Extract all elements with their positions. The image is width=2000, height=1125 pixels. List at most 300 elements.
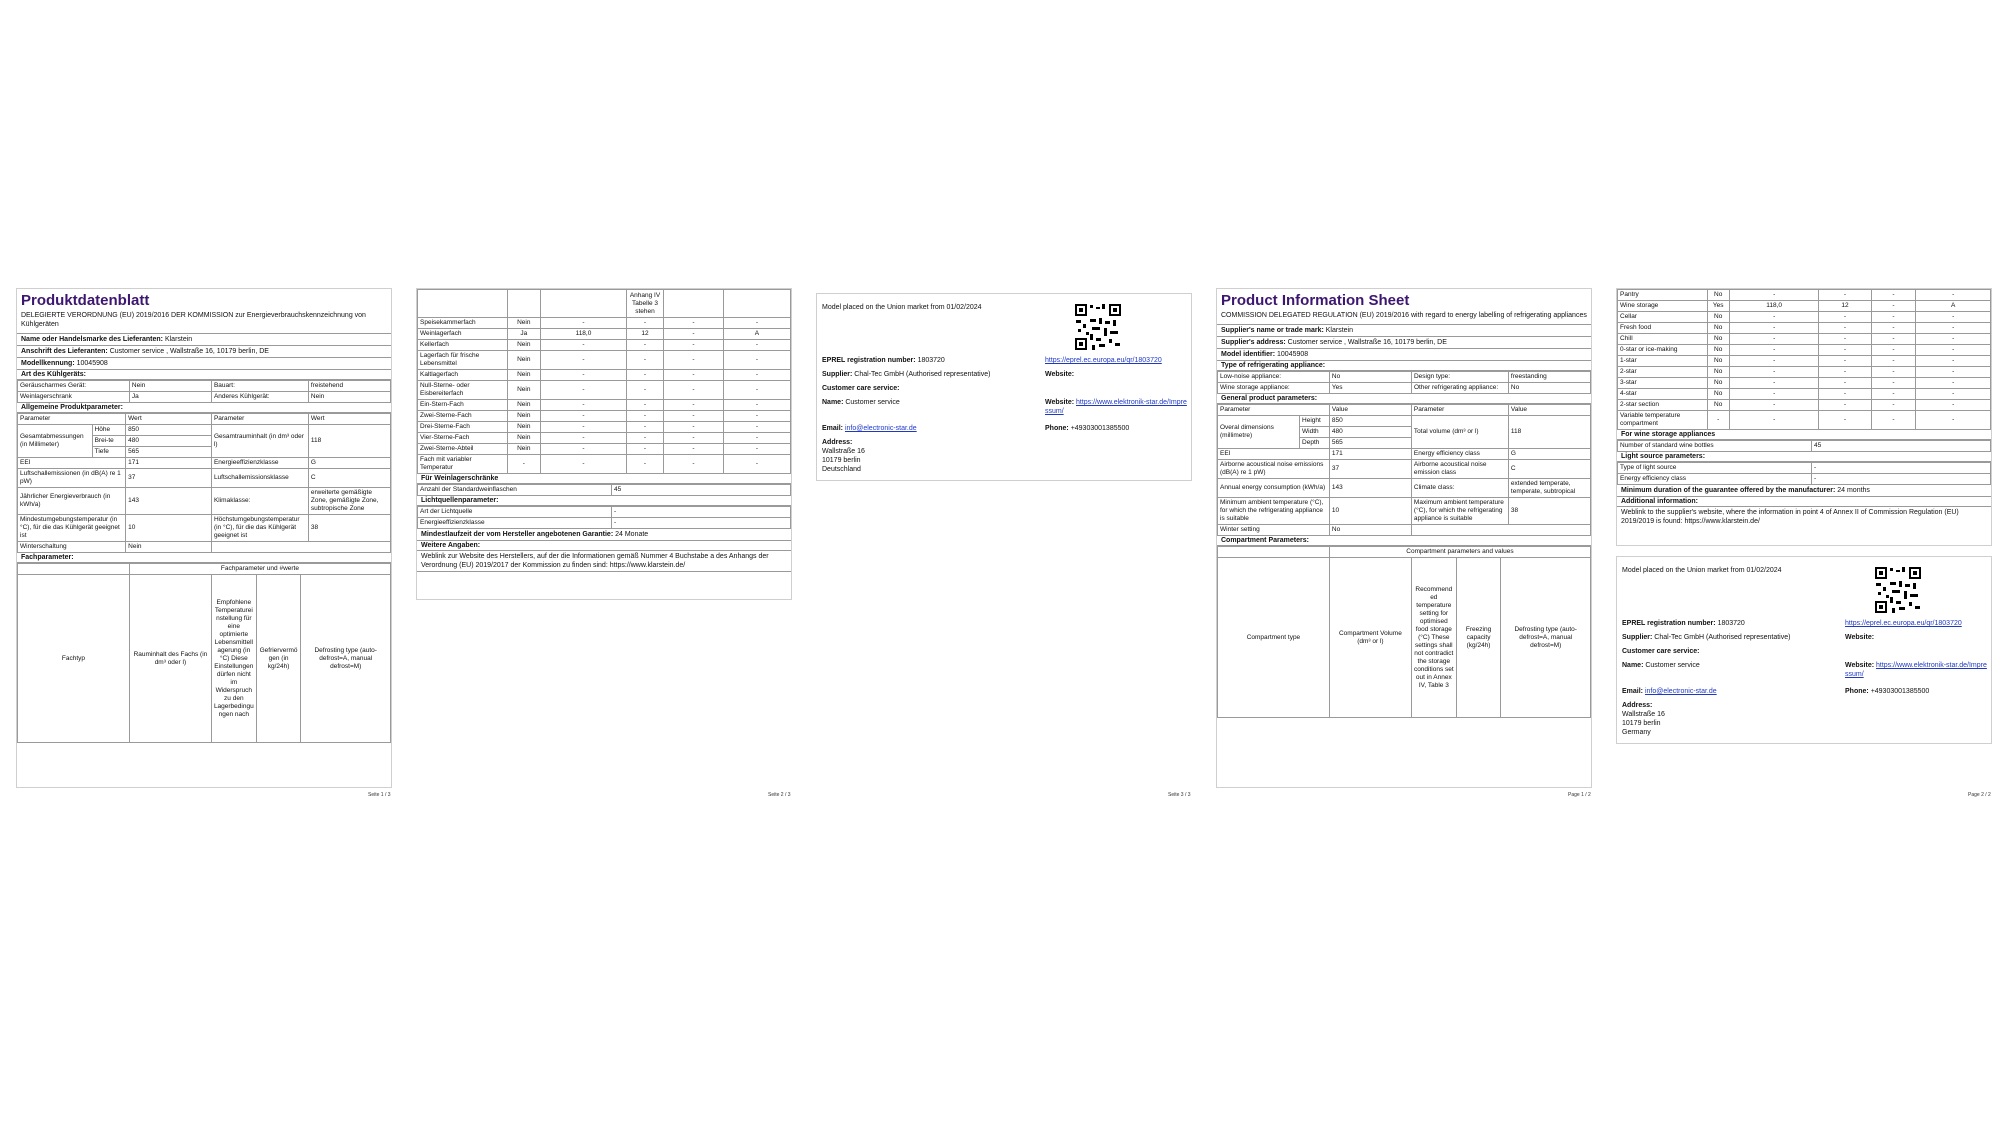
cell: - — [541, 455, 627, 474]
cell: - — [1729, 345, 1819, 356]
cell: - — [626, 400, 663, 411]
cell: - — [1819, 356, 1871, 367]
cell: 171 — [1329, 449, 1411, 460]
cell: - — [664, 318, 724, 329]
supplier-value: Klarstein — [164, 336, 193, 343]
cell: Fachparameter und #werte — [129, 564, 390, 575]
model-label: Model identifier: — [1221, 351, 1276, 358]
address-line: 10179 berlin — [1622, 720, 1661, 727]
cell: - — [1819, 290, 1871, 301]
table-row — [1618, 411, 1991, 430]
table-row — [418, 290, 791, 318]
table-row — [1618, 301, 1991, 312]
cell: Klimaklasse: — [211, 488, 308, 515]
general-table — [1217, 404, 1591, 536]
cell: Gesamtrauminhalt (in dm³ oder l) — [211, 425, 308, 458]
cell: No — [1329, 372, 1411, 383]
cell: - — [1916, 367, 1991, 378]
table-row — [1618, 323, 1991, 334]
cell: Nein — [507, 444, 541, 455]
cell: 171 — [126, 458, 212, 469]
table-row — [1618, 345, 1991, 356]
cell: - — [1729, 400, 1819, 411]
table-row — [418, 485, 791, 496]
cell: No — [1707, 389, 1729, 400]
cell: 3-star — [1618, 378, 1708, 389]
cell: Height — [1300, 416, 1330, 427]
email-link[interactable]: info@electronic-star.de — [844, 425, 917, 432]
cell: - — [664, 422, 724, 433]
cell: Type of light source — [1618, 463, 1812, 474]
table-row — [1218, 372, 1591, 383]
cell: - — [1729, 334, 1819, 345]
page-footer: Seite 1 / 3 — [368, 792, 391, 798]
cell: - — [1871, 345, 1916, 356]
light-table — [417, 506, 791, 529]
cell: No — [1707, 356, 1729, 367]
cell: Wine storage appliance: — [1218, 383, 1330, 394]
cell: Ja — [129, 392, 211, 403]
phone-label: Phone: — [1045, 425, 1069, 432]
table-row — [418, 318, 791, 329]
compartment-table — [1617, 289, 1991, 430]
supplier-value: Chal-Tec GmbH (Authorised representative) — [854, 371, 991, 378]
cell: Weinlagerfach — [418, 329, 508, 340]
cell: - — [664, 400, 724, 411]
cell: - — [1729, 367, 1819, 378]
cell: No — [1707, 312, 1729, 323]
cell: 143 — [1329, 479, 1411, 498]
cell — [418, 290, 508, 318]
cell: Nein — [507, 381, 541, 400]
supplier-label: Supplier: — [1622, 634, 1653, 641]
cell: - — [626, 351, 663, 370]
page-2 — [416, 288, 792, 600]
eprel-label: EPREL registration number: — [1622, 620, 1716, 627]
cell: Nein — [126, 542, 212, 553]
table-row — [1618, 378, 1991, 389]
cell: 12 — [626, 329, 663, 340]
cell: Luftschallemissionsklasse — [211, 469, 308, 488]
cell: - — [664, 381, 724, 400]
compartment-header-table — [1217, 546, 1591, 718]
email-link[interactable]: info@electronic-star.de — [1644, 688, 1717, 695]
type-table — [17, 380, 391, 403]
cell: 480 — [1329, 427, 1411, 438]
cell: - — [1819, 400, 1871, 411]
cell: - — [541, 370, 627, 381]
cell: Höhe — [92, 425, 126, 436]
cell: C — [308, 469, 390, 488]
table-row — [418, 455, 791, 474]
phone-value: +49303001385500 — [1070, 425, 1130, 432]
cell: - — [723, 433, 790, 444]
cell: No — [1707, 290, 1729, 301]
table-row — [18, 392, 391, 403]
cell: - — [1811, 463, 1990, 474]
cell — [1218, 547, 1330, 558]
type-label: Art des Kühlgeräts: — [17, 370, 391, 380]
cell — [664, 290, 724, 318]
cell: 565 — [1329, 438, 1411, 449]
table-row — [1218, 416, 1591, 427]
cell — [507, 290, 541, 318]
cell: Wert — [126, 414, 212, 425]
cell: - — [1729, 312, 1819, 323]
cell: 1-star — [1618, 356, 1708, 367]
cell: - — [1916, 323, 1991, 334]
cell: - — [541, 433, 627, 444]
cell: No — [1329, 525, 1411, 536]
cell: Art der Lichtquelle — [418, 507, 612, 518]
table-row — [418, 340, 791, 351]
cell: - — [626, 370, 663, 381]
cell: Gefriervermögen (in kg/24h) — [256, 575, 301, 743]
cell: 38 — [308, 515, 390, 542]
table-row — [1618, 441, 1991, 452]
supplier-label: Supplier: — [822, 371, 853, 378]
page-footer: Page 1 / 2 — [1568, 792, 1591, 798]
model-value: 10045908 — [1277, 351, 1309, 358]
cell: 10 — [126, 515, 212, 542]
table-row — [18, 515, 391, 542]
website2-label: Website: — [1045, 399, 1075, 406]
cell: - — [611, 507, 790, 518]
cell — [211, 542, 390, 553]
name-value: Customer service — [1645, 662, 1700, 669]
table-row — [1618, 400, 1991, 411]
cell: 480 — [126, 436, 212, 447]
cell: - — [626, 433, 663, 444]
cell: 565 — [126, 447, 212, 458]
email-label: Email: — [822, 425, 844, 432]
cell: - — [723, 381, 790, 400]
cell: - — [1916, 312, 1991, 323]
website-link[interactable]: https://www.elektronik-star.de/Impressum/ — [1845, 662, 1987, 678]
cell: Recommended temperature setting for optimised food storage (°C) These settings shall not contradict the storage conditions set out in Annex IV, Table 3 — [1411, 558, 1456, 718]
address-line: Germany — [1622, 729, 1651, 736]
cell: - — [1916, 411, 1991, 430]
cell: Low-noise appliance: — [1218, 372, 1330, 383]
table-row — [1618, 290, 1991, 301]
page-title: Produktdatenblatt — [21, 292, 150, 309]
table-row — [18, 488, 391, 515]
supplier-label: Name oder Handelsmarke des Lieferanten: — [21, 336, 163, 343]
cell: - — [626, 455, 663, 474]
address-label: Address: — [822, 439, 853, 446]
cell: - — [626, 422, 663, 433]
page-5-eprel-box — [1616, 556, 1992, 744]
cell: Fresh food — [1618, 323, 1708, 334]
cell: 37 — [126, 469, 212, 488]
cell: - — [1871, 312, 1916, 323]
cell: Nein — [308, 392, 390, 403]
cell: 118 — [1508, 416, 1590, 449]
cell: - — [1871, 378, 1916, 389]
customer-care-label: Customer care service: — [1622, 648, 1700, 655]
cell: - — [1819, 367, 1871, 378]
cell: - — [1916, 389, 1991, 400]
table-row — [418, 329, 791, 340]
table-row — [1218, 479, 1591, 498]
cell: Energieeffizienzklasse — [418, 518, 612, 529]
table-row — [1618, 474, 1991, 485]
cell: - — [1916, 400, 1991, 411]
cell: Yes — [1707, 301, 1729, 312]
address-line: Wallstraße 16 — [1622, 711, 1665, 718]
table-row — [418, 422, 791, 433]
cell: Airborne acoustical noise emission class — [1411, 460, 1508, 479]
cell: No — [1707, 367, 1729, 378]
table-row — [18, 425, 391, 436]
cell: - — [1916, 290, 1991, 301]
cell: Overal dimensions (millimetre) — [1218, 416, 1300, 449]
cell: Nein — [507, 400, 541, 411]
table-row — [1618, 367, 1991, 378]
cell: - — [1871, 400, 1916, 411]
wine-table — [1617, 440, 1991, 452]
cell: No — [1707, 378, 1729, 389]
cell: Nein — [507, 370, 541, 381]
cell: - — [664, 370, 724, 381]
cell: No — [1508, 383, 1590, 394]
cell: Zwei-Sterne-Abteil — [418, 444, 508, 455]
eprel-label: EPREL registration number: — [822, 357, 916, 364]
table-row — [418, 518, 791, 529]
cell: Nein — [507, 340, 541, 351]
cell: - — [626, 381, 663, 400]
supplier-label: Supplier's name or trade mark: — [1221, 327, 1324, 334]
cell: - — [507, 455, 541, 474]
cell: Bauart: — [211, 381, 308, 392]
table-row — [1218, 383, 1591, 394]
website-link[interactable]: https://www.elektronik-star.de/Impressum/ — [1045, 399, 1187, 415]
cell: - — [1707, 411, 1729, 430]
cell: - — [1819, 389, 1871, 400]
table-row — [18, 575, 391, 743]
cell: 4-star — [1618, 389, 1708, 400]
address-line: 10179 berlin — [822, 457, 861, 464]
cell: 37 — [1329, 460, 1411, 479]
cell: Energy efficiency class — [1411, 449, 1508, 460]
more-text: Weblink to the supplier's website, where the information in point 4 of Annex II of Commission Regulation (EU) 2019/2019 is found: https://www.klarstein.de/ — [1621, 509, 1959, 525]
cell: C — [1508, 460, 1590, 479]
cell: - — [1916, 356, 1991, 367]
cell: Wine storage — [1618, 301, 1708, 312]
cell: - — [664, 411, 724, 422]
table-row — [418, 444, 791, 455]
eprel-link[interactable]: https://eprel.ec.europa.eu/qr/1803720 — [1045, 357, 1162, 364]
cell: - — [1729, 290, 1819, 301]
name-value: Customer service — [845, 399, 900, 406]
cell: Parameter — [1218, 405, 1330, 416]
cell: - — [723, 318, 790, 329]
cell: - — [1819, 411, 1871, 430]
cell: - — [723, 351, 790, 370]
cell: Defrosting type (auto-defrost=A, manual defrost=M) — [301, 575, 391, 743]
general-label: General product parameters: — [1217, 394, 1591, 404]
page-5 — [1616, 288, 1992, 546]
table-row — [18, 414, 391, 425]
cell: No — [1707, 400, 1729, 411]
fach-label: Fachparameter: — [17, 553, 391, 563]
cell: - — [664, 340, 724, 351]
cell: - — [626, 340, 663, 351]
placed-text: Model placed on the Union market from 01/02/2024 — [822, 304, 982, 311]
cell: - — [1871, 356, 1916, 367]
eprel-value: 1803720 — [917, 357, 945, 364]
cell: - — [723, 340, 790, 351]
cell — [18, 564, 130, 575]
cell: Wert — [308, 414, 390, 425]
guarantee-label: Mindestlaufzeit der vom Hersteller angebotenen Garantie: — [421, 531, 614, 538]
cell: Geräuscharmes Gerät: — [18, 381, 130, 392]
cell: Maximum ambient temperature (°C), for which the refrigerating appliance is suitable — [1411, 498, 1508, 525]
cell: G — [1508, 449, 1590, 460]
cell: Gesamtabmessungen (in Millimeter) — [18, 425, 93, 458]
table-row — [1218, 449, 1591, 460]
address-line: Deutschland — [822, 466, 861, 473]
cell: Annual energy consumption (kWh/a) — [1218, 479, 1330, 498]
cell: Chill — [1618, 334, 1708, 345]
cell: Other refrigerating appliance: — [1411, 383, 1508, 394]
page-1 — [16, 288, 392, 788]
table-row — [1218, 460, 1591, 479]
cell: No — [1707, 323, 1729, 334]
cell: Ein-Stern-Fach — [418, 400, 508, 411]
cell — [723, 290, 790, 318]
cell: Lagerfach für frische Lebensmittel — [418, 351, 508, 370]
eprel-link[interactable]: https://eprel.ec.europa.eu/qr/1803720 — [1845, 620, 1962, 627]
cell: - — [1811, 474, 1990, 485]
table-row — [18, 542, 391, 553]
wine-label: Für Weinlagerschränke — [417, 474, 791, 484]
name-label: Name: — [1622, 662, 1644, 669]
cell: Jährlicher Energieverbrauch (in kWh/a) — [18, 488, 126, 515]
cell: freestanding — [1508, 372, 1590, 383]
address-label: Address: — [1622, 702, 1653, 709]
cell: Ja — [507, 329, 541, 340]
cell: - — [1871, 290, 1916, 301]
general-table — [17, 413, 391, 553]
cell: Tiefe — [92, 447, 126, 458]
cell: 143 — [126, 488, 212, 515]
cell: Nein — [507, 318, 541, 329]
table-row — [18, 458, 391, 469]
cell: - — [664, 444, 724, 455]
model-value: 10045908 — [76, 360, 108, 367]
cell: 45 — [611, 485, 790, 496]
cell: Compartment Volume (dm³ or l) — [1329, 558, 1411, 718]
cell: 0-star or ice-making — [1618, 345, 1708, 356]
cell: Number of standard wine bottles — [1618, 441, 1812, 452]
cell: 45 — [1811, 441, 1990, 452]
cell: - — [723, 455, 790, 474]
cell: freistehend — [308, 381, 390, 392]
cell: Minimum ambient temperature (°C), for which the refrigerating appliance is suitable — [1218, 498, 1330, 525]
cell: No — [1707, 345, 1729, 356]
general-label: Allgemeine Produktparameter: — [17, 403, 391, 413]
cell: - — [664, 455, 724, 474]
cell: Nein — [507, 351, 541, 370]
table-row — [1618, 356, 1991, 367]
cell: Defrosting type (auto-defrost=A, manual defrost=M) — [1501, 558, 1591, 718]
cell: - — [1729, 356, 1819, 367]
cell: - — [723, 370, 790, 381]
cell: - — [611, 518, 790, 529]
cell: Anderes Kühlgerät: — [211, 392, 308, 403]
table-row — [18, 469, 391, 488]
cell: Compartment parameters and values — [1329, 547, 1590, 558]
address-label: Supplier's address: — [1221, 339, 1286, 346]
cell: - — [541, 351, 627, 370]
cell: Climate class: — [1411, 479, 1508, 498]
cell: - — [1871, 334, 1916, 345]
cell: Anhang IV Tabelle 3 stehen — [626, 290, 663, 318]
address-label: Anschrift des Lieferanten: — [21, 348, 108, 355]
website2-label: Website: — [1845, 662, 1875, 669]
cell: Value — [1508, 405, 1590, 416]
cell: 2-star — [1618, 367, 1708, 378]
table-row — [1618, 389, 1991, 400]
cell: 118 — [308, 425, 390, 458]
cell: Energy efficiency class — [1618, 474, 1812, 485]
table-row — [418, 351, 791, 370]
placed-text: Model placed on the Union market from 01/02/2024 — [1622, 567, 1782, 574]
cell: - — [626, 318, 663, 329]
table-row — [418, 400, 791, 411]
more-text: Weblink zur Website des Herstellers, auf der die Informationen gemäß Nummer 4 Buchstabe a des Anhangs der Verordnung (EU) 2019/2017 der Kommission zu finden sind: https://www.klarstein.de/ — [417, 551, 791, 572]
cell: - — [1871, 389, 1916, 400]
cell: Freezing capacity (kg/24h) — [1456, 558, 1501, 718]
table-row — [18, 564, 391, 575]
cell: Pantry — [1618, 290, 1708, 301]
cell: - — [1819, 345, 1871, 356]
cell: - — [723, 411, 790, 422]
cell: - — [1871, 323, 1916, 334]
cell: Weinlagerschrank — [18, 392, 130, 403]
qr-code-icon — [1074, 303, 1122, 351]
cell: - — [723, 444, 790, 455]
cell: 38 — [1508, 498, 1590, 525]
cell: - — [626, 411, 663, 422]
table-row — [418, 411, 791, 422]
customer-care-label: Customer care service: — [822, 385, 900, 392]
cell: Parameter — [211, 414, 308, 425]
table-row — [418, 507, 791, 518]
cell: - — [1916, 334, 1991, 345]
cell: - — [1819, 323, 1871, 334]
cell: Empfohlene Temperatureinstellung für eine optimierte Lebensmittellagerung (in °C) Diese Einstellungen dürfen nicht im Widerspruch zu den Lagerbedingungen nach — [211, 575, 256, 743]
table-row — [1218, 525, 1591, 536]
table-row — [1618, 312, 1991, 323]
cell: A — [723, 329, 790, 340]
cell: Compartment type — [1218, 558, 1330, 718]
light-label: Light source parameters: — [1617, 452, 1991, 462]
cell: - — [541, 411, 627, 422]
cell: G — [308, 458, 390, 469]
cell: Cellar — [1618, 312, 1708, 323]
cell: Fach mit variabler Temperatur — [418, 455, 508, 474]
cell: Fachtyp — [18, 575, 130, 743]
cell: 850 — [126, 425, 212, 436]
cell: Brei-te — [92, 436, 126, 447]
model-label: Modellkennung: — [21, 360, 75, 367]
table-row — [18, 381, 391, 392]
cell: Nein — [507, 411, 541, 422]
more-label: Weitere Angaben: — [417, 541, 791, 551]
cell: - — [541, 444, 627, 455]
